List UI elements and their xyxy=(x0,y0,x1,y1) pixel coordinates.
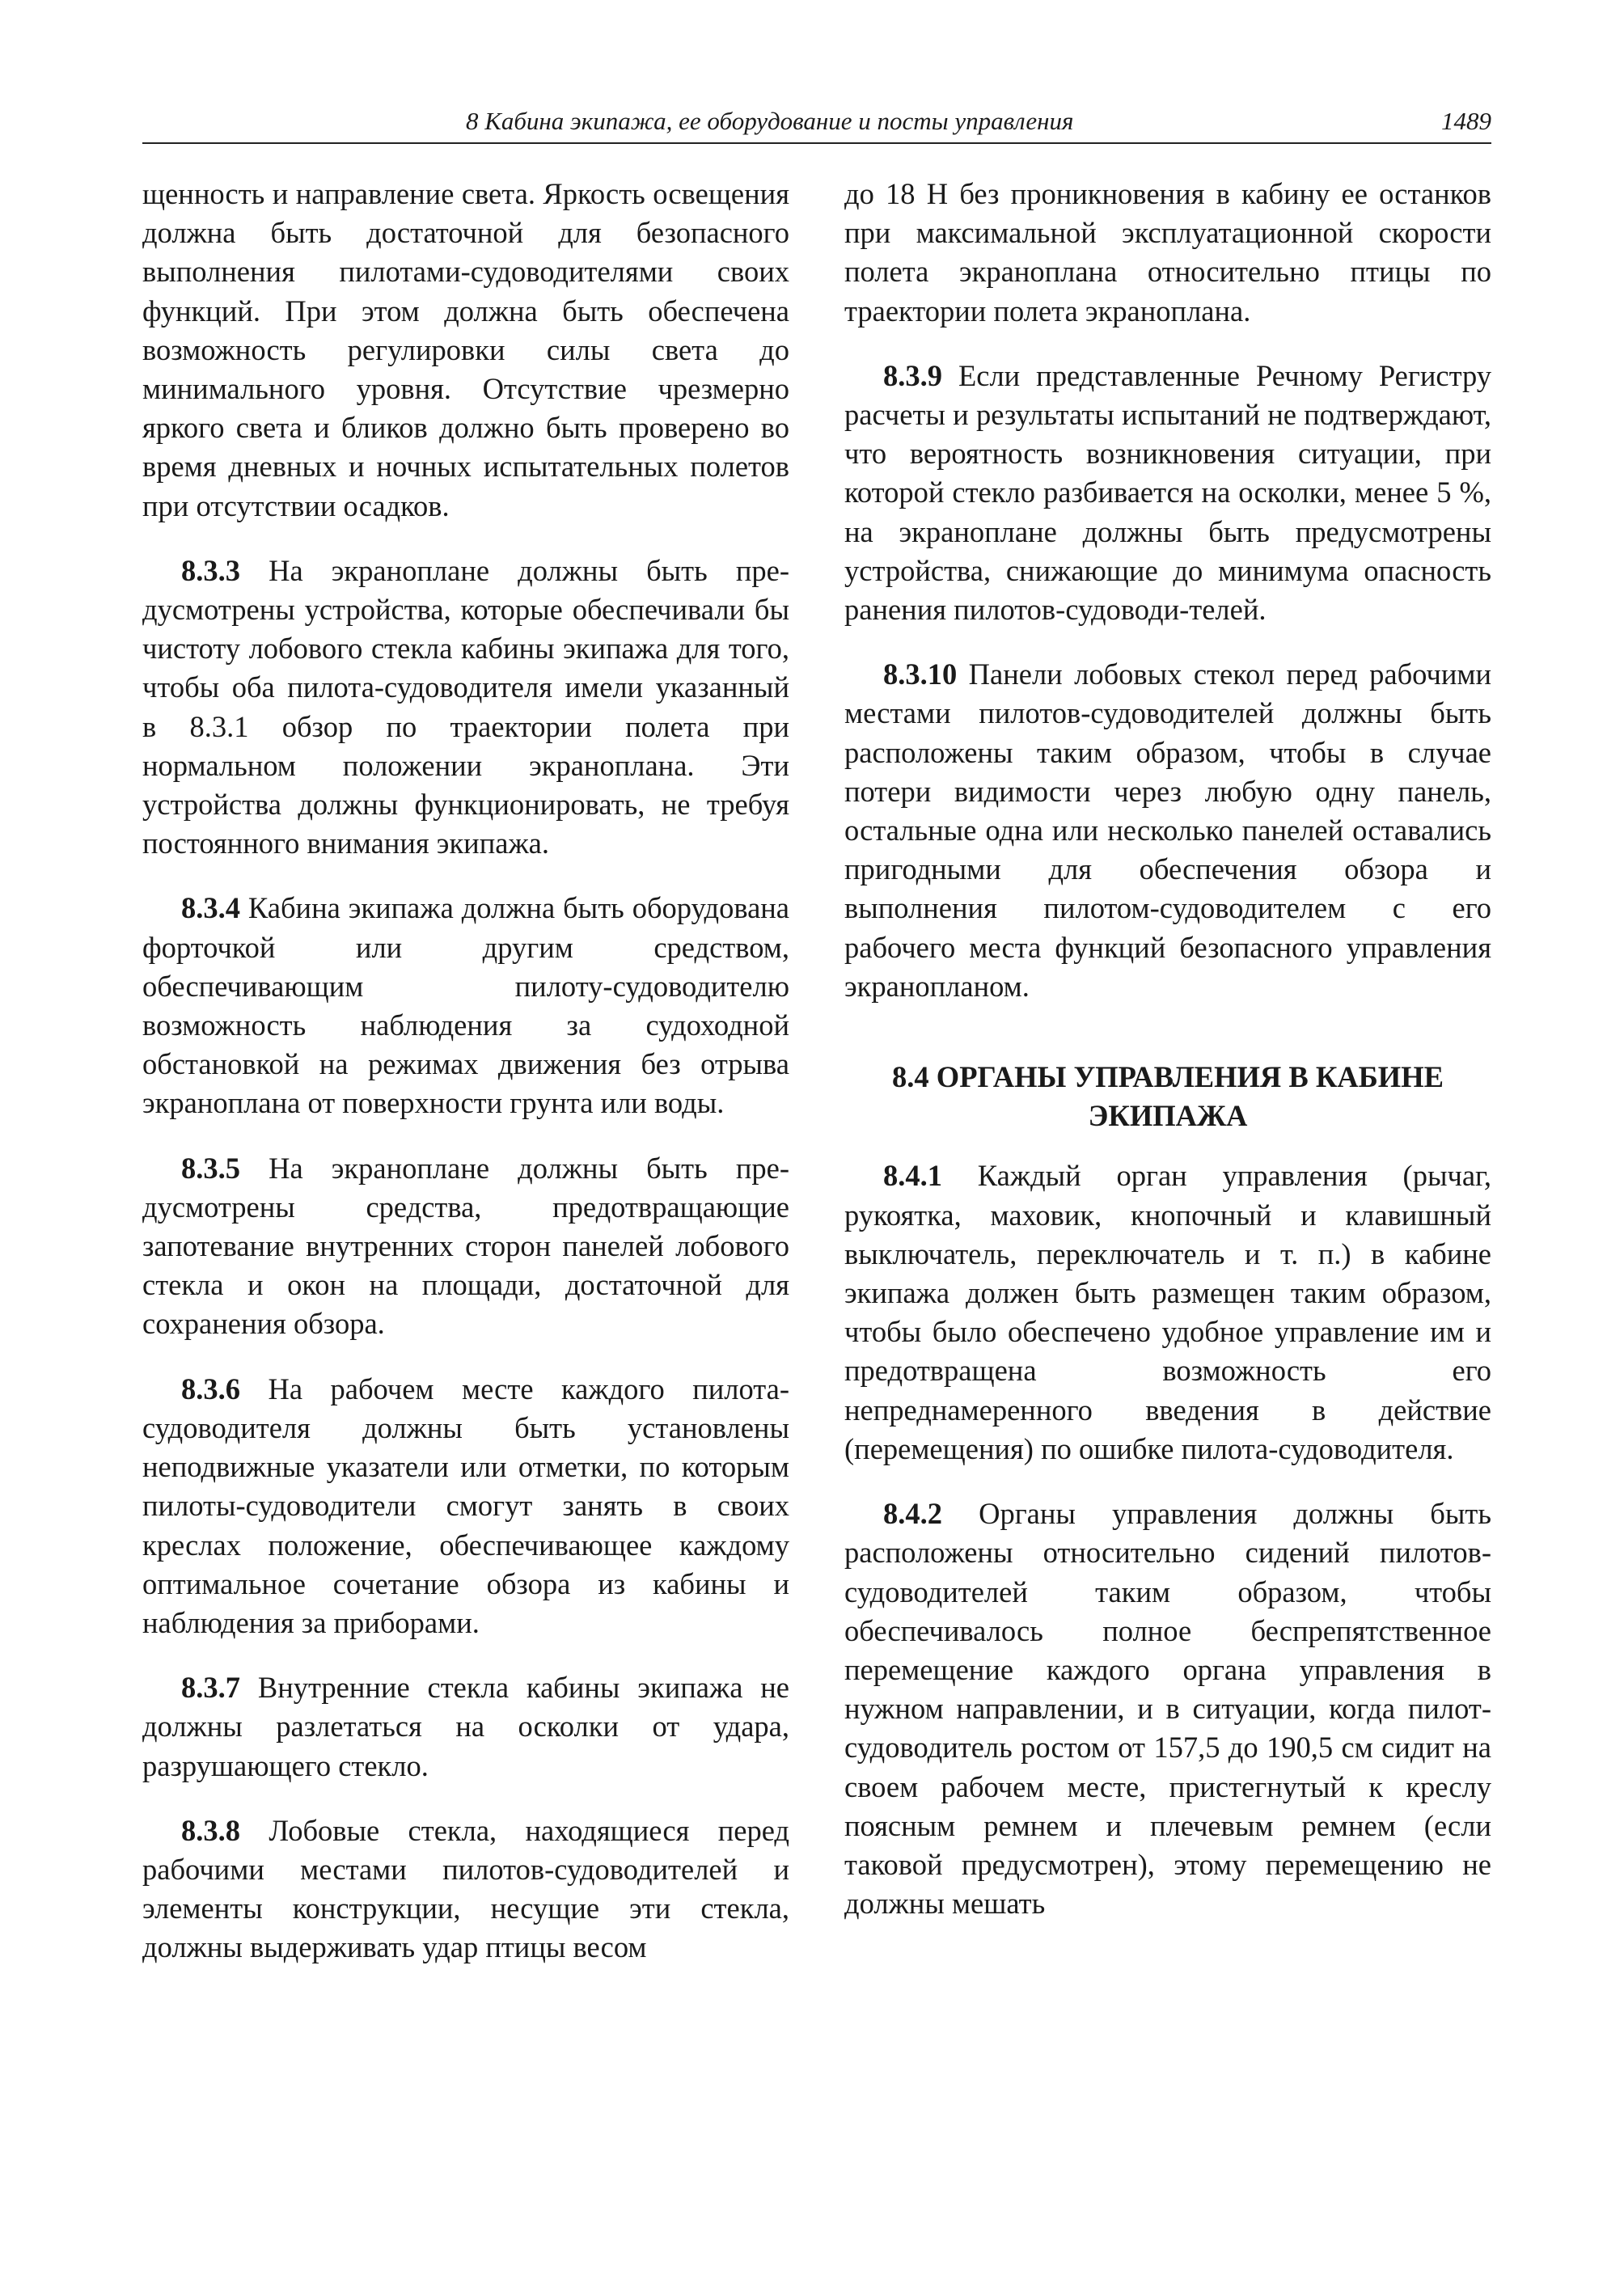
right-column xyxy=(844,175,1491,1949)
clause-number: 8.3.10 xyxy=(883,657,958,691)
clause-text: Панели лобовых стекол перед рабочими местами пилотов-судоводителей должны быть расположены таким образом, чтобы в случае потери видимости через любую одну панель, остальные одна или несколько панелей оставались пригодными для обеспечения обзора и выполнения пилотом-судоводителем с его рабочего места функций безопасного управления экранопланом. xyxy=(844,657,1492,1003)
clause-text: Внутренние стекла кабины экипажа не должны разлетаться на осколки от удара, разрушающего стекло. xyxy=(142,1671,789,1782)
clause-text: На экраноплане должны быть предусмотрены средства, предотвращающие запотевание внутренних сторон панелей лобового стекла и окон на площади, достаточной для сохранения обзора. xyxy=(142,1151,789,1341)
page-header xyxy=(142,104,1491,144)
clause-text: Лобовые стекла, находящиеся перед рабочими местами пилотов-судоводителей и элементы конструкции, несущие эти стекла, должны выдерживать удар птицы весом xyxy=(142,1813,790,1964)
header-title: 8 Кабина экипажа, ее оборудование и посты управления xyxy=(466,107,1074,135)
clause-number: 8.3.5 xyxy=(181,1151,240,1185)
clause-number: 8.4.2 xyxy=(883,1497,942,1531)
section-heading-line: 8.4 ОРГАНЫ УПРАВЛЕНИЯ В КАБИНЕ xyxy=(892,1060,1444,1094)
clause-8-3-3 xyxy=(142,552,789,864)
clause-text: Кабина экипажа должна быть оборудована форточкой или другим средством, обеспечивающим пилоту-судоводителю возможность наблюдения за судоходной обстановкой на режимах движения без отрыва экраноплана от поверхности грунта или воды. xyxy=(142,891,790,1120)
clause-8-4-1 xyxy=(844,1156,1491,1469)
clause-8-3-7 xyxy=(142,1668,789,1786)
clause-number: 8.3.6 xyxy=(181,1372,240,1405)
clause-8-3-4 xyxy=(142,889,789,1122)
section-heading-line: ЭКИПАЖА xyxy=(1088,1099,1248,1133)
clause-number: 8.3.7 xyxy=(181,1671,240,1705)
clause-8-3-5 xyxy=(142,1149,789,1344)
paragraph-text: щенность и направление света. Яркость освещения должна быть достаточной для безопасного выполнения пилотами-судоводителями своих функций. При этом должна быть обеспечена возможность регулировки силы света до минимального уровня. Отсутствие чрезмерно яркого света и бликов должно быть проверено во время дневных и ночных испытательных полетов при отсутствии осадков. xyxy=(142,177,789,522)
clause-8-4-2 xyxy=(844,1494,1491,1923)
clause-text: Если представленные Речному Регистру расчеты и результаты испытаний не подтверждают, что вероятность возникновения ситуации, при которой стекло разбивается на осколки, менее 5 %, на экраноплане должны быть предусмотрены устройства, снижающие до минимума опасность ранения пилотов-судоводи-телей. xyxy=(844,358,1491,627)
section-heading-8-4 xyxy=(844,1058,1491,1135)
clause-8-3-10 xyxy=(844,655,1491,1006)
paragraph-continued xyxy=(844,175,1491,331)
clause-number: 8.3.9 xyxy=(883,358,942,392)
clause-number: 8.3.8 xyxy=(181,1813,240,1847)
page-number: 1489 xyxy=(1441,107,1491,135)
clause-text: На экраноплане должны быть предусмотрены устройства, которые обеспечивали бы чистоту лобового стекла кабины экипажа для того, чтобы оба пилота-судоводителя имели указанный в 8.3.1 обзор по траектории полета при нормальном положении экраноплана. Эти устройства должны функционировать, не требуя постоянного внимания экипажа. xyxy=(142,553,789,860)
clause-8-3-6 xyxy=(142,1370,789,1642)
clause-8-3-9 xyxy=(844,357,1491,629)
clause-number: 8.3.4 xyxy=(181,891,240,925)
clause-number: 8.4.1 xyxy=(883,1159,942,1193)
clause-text: Каждый орган управления (рычаг, рукоятка, маховик, кнопочный и клавишный выключатель, переключатель и т. п.) в кабине экипажа должен быть размещен таким образом, чтобы было обеспечено удобное управление им и предотвращена возможность его непреднамеренного введения в действие (перемещения) по ошибке пилота-судоводителя. xyxy=(844,1159,1491,1465)
clause-number: 8.3.3 xyxy=(181,553,240,587)
clause-text: На рабочем месте каждого пилота-судоводителя должны быть установлены неподвижные указатели или отметки, по которым пилоты-судоводители смогут занять в своих креслах положение, обеспечивающее каждому оптимальное сочетание обзора из кабины и наблюдения за приборами. xyxy=(142,1372,790,1639)
paragraph-continued xyxy=(142,175,789,526)
paragraph-text: до 18 Н без проникновения в кабину ее останков при максимальной эксплуатационной скорости полета экраноплана относительно птицы по траектории полета экраноплана. xyxy=(844,177,1491,328)
clause-text: Органы управления должны быть расположены относительно сидений пилотов-судоводителей таким образом, чтобы обеспечивалось полное беспрепятственное перемещение каждого органа управления в нужном направлении, и в ситуации, когда пилот-судоводитель ростом от 157,5 до 190,5 см сидит на своем рабочем месте, пристегнутый к креслу поясным ремнем и плечевым ремнем (если таковой предусмотрен), этому перемещению не должны мешать xyxy=(844,1497,1491,1921)
clause-8-3-8 xyxy=(142,1811,789,1968)
left-column xyxy=(142,175,789,1993)
